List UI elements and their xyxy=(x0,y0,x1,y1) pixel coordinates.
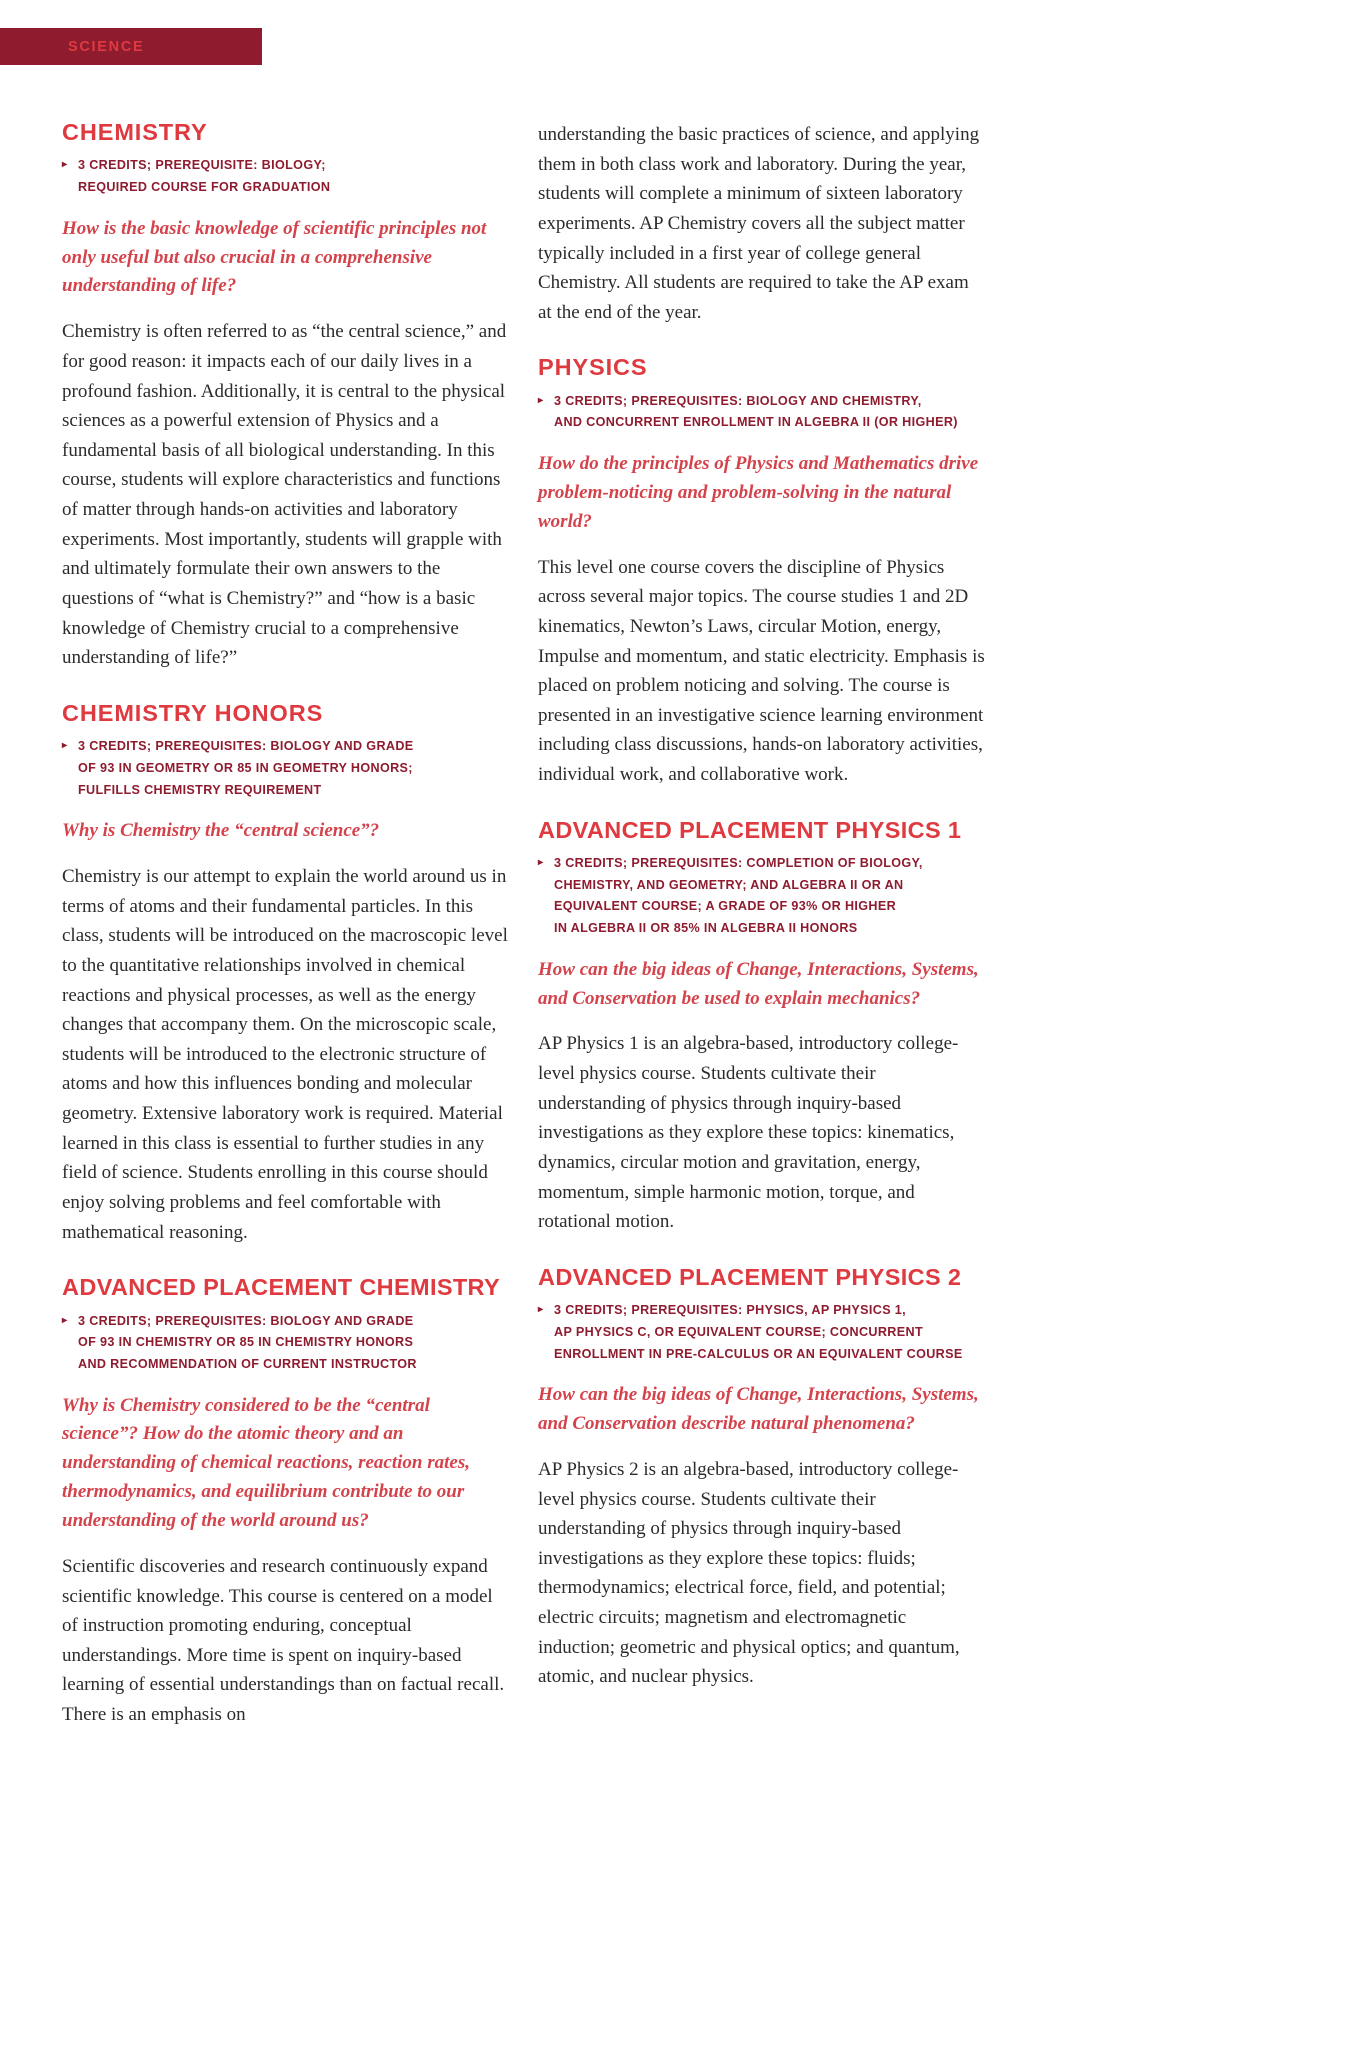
prerequisite-line xyxy=(62,780,510,802)
course-title: ADVANCED PLACEMENT CHEMISTRY xyxy=(62,1274,501,1301)
course-title: CHEMISTRY HONORS xyxy=(62,699,324,726)
prerequisite-line xyxy=(62,177,510,199)
prerequisite-line xyxy=(538,875,986,897)
prerequisite-text: AND RECOMMENDATION OF CURRENT INSTRUCTOR xyxy=(78,1356,417,1371)
essential-question: How is the basic knowledge of scientific principles not only useful but also crucial in a comprehensive understanding of life? xyxy=(62,217,487,297)
course-physics xyxy=(538,355,986,789)
prerequisite-text: 3 CREDITS; PREREQUISITE: BIOLOGY; xyxy=(78,158,326,173)
course-title: ADVANCED PLACEMENT PHYSICS 1 xyxy=(538,816,962,843)
course-description: This level one course covers the discipline of Physics across several major topics. The course studies 1 and 2D kinematics, Newton’s Laws, circular Motion, energy, Impulse and momentum, and static electricity. Emphasis is placed on problem noticing and solving. The course is presented in an investigative science learning environment including class discussions, hands-on laboratory activities, individual work, and collaborative work. xyxy=(538,556,985,786)
prerequisite-line xyxy=(538,918,986,940)
course-chemistry-honors xyxy=(62,701,510,1247)
prerequisite-line xyxy=(62,758,510,780)
course-description: Scientific discoveries and research continuously expand scientific knowledge. This course is centered on a model of instruction promoting enduring, conceptual understandings. More time is spent on inquiry-based learning of essential understandings than on factual recall. There is an emphasis on xyxy=(62,1555,505,1725)
prerequisite-text: CHEMISTRY, AND GEOMETRY; AND ALGEBRA II OR AN xyxy=(554,877,904,892)
course-description: AP Physics 1 is an algebra-based, introductory college-level physics course. Students cultivate their understanding of physics through inquiry-based investigations as they explore these topics: kinematics, dynamics, circular motion and gravitation, energy, momentum, simple harmonic motion, torque, and rotational motion. xyxy=(538,1033,959,1233)
prerequisite-line xyxy=(538,391,986,413)
prerequisite-list xyxy=(62,1311,510,1376)
prerequisite-list xyxy=(62,736,510,801)
course-title: PHYSICS xyxy=(538,354,648,381)
essential-question: How can the big ideas of Change, Interactions, Systems, and Conservation be used to explain mechanics? xyxy=(538,958,979,1009)
prerequisite-text: OF 93 IN CHEMISTRY OR 85 IN CHEMISTRY HONORS xyxy=(78,1335,414,1350)
course-title: CHEMISTRY xyxy=(62,119,208,145)
prerequisite-line xyxy=(62,1311,510,1333)
essential-question: Why is Chemistry the “central science”? xyxy=(62,820,380,842)
prerequisite-text: EQUIVALENT COURSE; A GRADE OF 93% OR HIGHER xyxy=(554,899,897,914)
course-title: ADVANCED PLACEMENT PHYSICS 2 xyxy=(538,1263,962,1290)
prerequisite-line xyxy=(62,1354,510,1376)
prerequisite-text: FULFILLS CHEMISTRY REQUIREMENT xyxy=(78,782,322,797)
prerequisite-text: 3 CREDITS; PREREQUISITES: BIOLOGY AND CHEMISTRY, xyxy=(554,393,922,408)
right-column xyxy=(538,120,986,1718)
course-ap-chemistry xyxy=(62,1275,510,1729)
prerequisite-list xyxy=(538,1300,986,1365)
triangle-bullet-icon: ▸ xyxy=(538,1304,544,1316)
prerequisite-text: 3 CREDITS; PREREQUISITES: BIOLOGY AND GRADE xyxy=(78,1313,414,1328)
triangle-bullet-icon: ▸ xyxy=(62,740,68,752)
course-description: AP Physics 2 is an algebra-based, introductory college-level physics course. Students cultivate their understanding of physics through inquiry-based investigations as they explore these topics: fluids; thermodynamics; electrical force, field, and potential; electric circuits; magnetism and electromagnetic induction; geometric and physical optics; and quantum, atomic, and nuclear physics. xyxy=(538,1458,960,1688)
course-description: Chemistry is our attempt to explain the world around us in terms of atoms and their fundamental particles. In this class, students will be introduced on the macroscopic level to the quantitative relationships involved in chemical reactions and physical processes, as well as the energy changes that accompany them. On the microscopic scale, students will be introduced to the electronic structure of atoms and how this influences bonding and molecular geometry. Extensive laboratory work is required. Material learned in this class is essential to further studies in any field of science. Students enrolling in this course should enjoy solving problems and feel comfortable with mathematical reasoning. xyxy=(62,866,508,1243)
course-ap-physics-1 xyxy=(538,818,986,1237)
prerequisite-line xyxy=(538,1322,986,1344)
prerequisite-text: 3 CREDITS; PREREQUISITES: BIOLOGY AND GRADE xyxy=(78,739,414,754)
essential-question: How do the principles of Physics and Mathematics drive problem-noticing and problem-solving in the natural world? xyxy=(538,453,979,532)
continued-description: understanding the basic practices of science, and applying them in both class work and laboratory. During the year, students will complete a minimum of sixteen laboratory experiments. AP Chemistry covers all the subject matter typically included in a first year of college general Chemistry. All students are required to take the AP exam at the end of the year. xyxy=(538,124,980,323)
left-column xyxy=(62,120,510,1756)
triangle-bullet-icon: ▸ xyxy=(538,857,544,869)
section-tab-science xyxy=(0,28,262,65)
prerequisite-line xyxy=(538,853,986,875)
essential-question: Why is Chemistry considered to be the “central science”? How do the atomic theory and an understanding of chemical reactions, reaction rates, thermodynamics, and equilibrium contribute to our understanding of the world around us? xyxy=(62,1394,470,1531)
prerequisite-line xyxy=(62,155,510,177)
prerequisite-line xyxy=(538,412,986,434)
prerequisite-text: IN ALGEBRA II OR 85% IN ALGEBRA II HONORS xyxy=(554,921,858,936)
prerequisite-text: AND CONCURRENT ENROLLMENT IN ALGEBRA II (OR HIGHER) xyxy=(554,415,958,430)
prerequisite-text: REQUIRED COURSE FOR GRADUATION xyxy=(78,180,331,195)
prerequisite-line xyxy=(538,896,986,918)
course-description: Chemistry is often referred to as “the central science,” and for good reason: it impacts each of our daily lives in a profound fashion. Additionally, it is central to the physical sciences as a powerful extension of Physics and a fundamental basis of all biological understanding. In this course, students will explore characteristics and functions of matter through hands-on activities and laboratory experiments. Most importantly, students will grapple with and ultimately formulate their own answers to the questions of “what is Chemistry?” and “how is a basic knowledge of Chemistry crucial to a comprehensive understanding of life?” xyxy=(62,321,507,669)
prerequisite-text: 3 CREDITS; PREREQUISITES: PHYSICS, AP PHYSICS 1, xyxy=(554,1303,907,1318)
section-tab-label: SCIENCE xyxy=(68,38,145,55)
prerequisite-line xyxy=(538,1300,986,1322)
triangle-bullet-icon: ▸ xyxy=(62,1314,68,1326)
prerequisite-text: AP PHYSICS C, OR EQUIVALENT COURSE; CONCURRENT xyxy=(554,1324,923,1339)
essential-question: How can the big ideas of Change, Interactions, Systems, and Conservation describe natural phenomena? xyxy=(538,1384,979,1435)
triangle-bullet-icon: ▸ xyxy=(538,394,544,406)
triangle-bullet-icon: ▸ xyxy=(62,159,68,171)
prerequisite-list xyxy=(62,155,510,198)
prerequisite-line xyxy=(62,736,510,758)
prerequisite-list xyxy=(538,853,986,940)
course-chemistry xyxy=(62,120,510,673)
prerequisite-list xyxy=(538,391,986,434)
prerequisite-line xyxy=(538,1344,986,1366)
prerequisite-text: OF 93 IN GEOMETRY OR 85 IN GEOMETRY HONORS; xyxy=(78,760,413,775)
prerequisite-text: 3 CREDITS; PREREQUISITES: COMPLETION OF BIOLOGY, xyxy=(554,856,923,871)
prerequisite-line xyxy=(62,1332,510,1354)
prerequisite-text: ENROLLMENT IN PRE-CALCULUS OR AN EQUIVALENT COURSE xyxy=(554,1346,963,1361)
course-ap-physics-2 xyxy=(538,1265,986,1692)
